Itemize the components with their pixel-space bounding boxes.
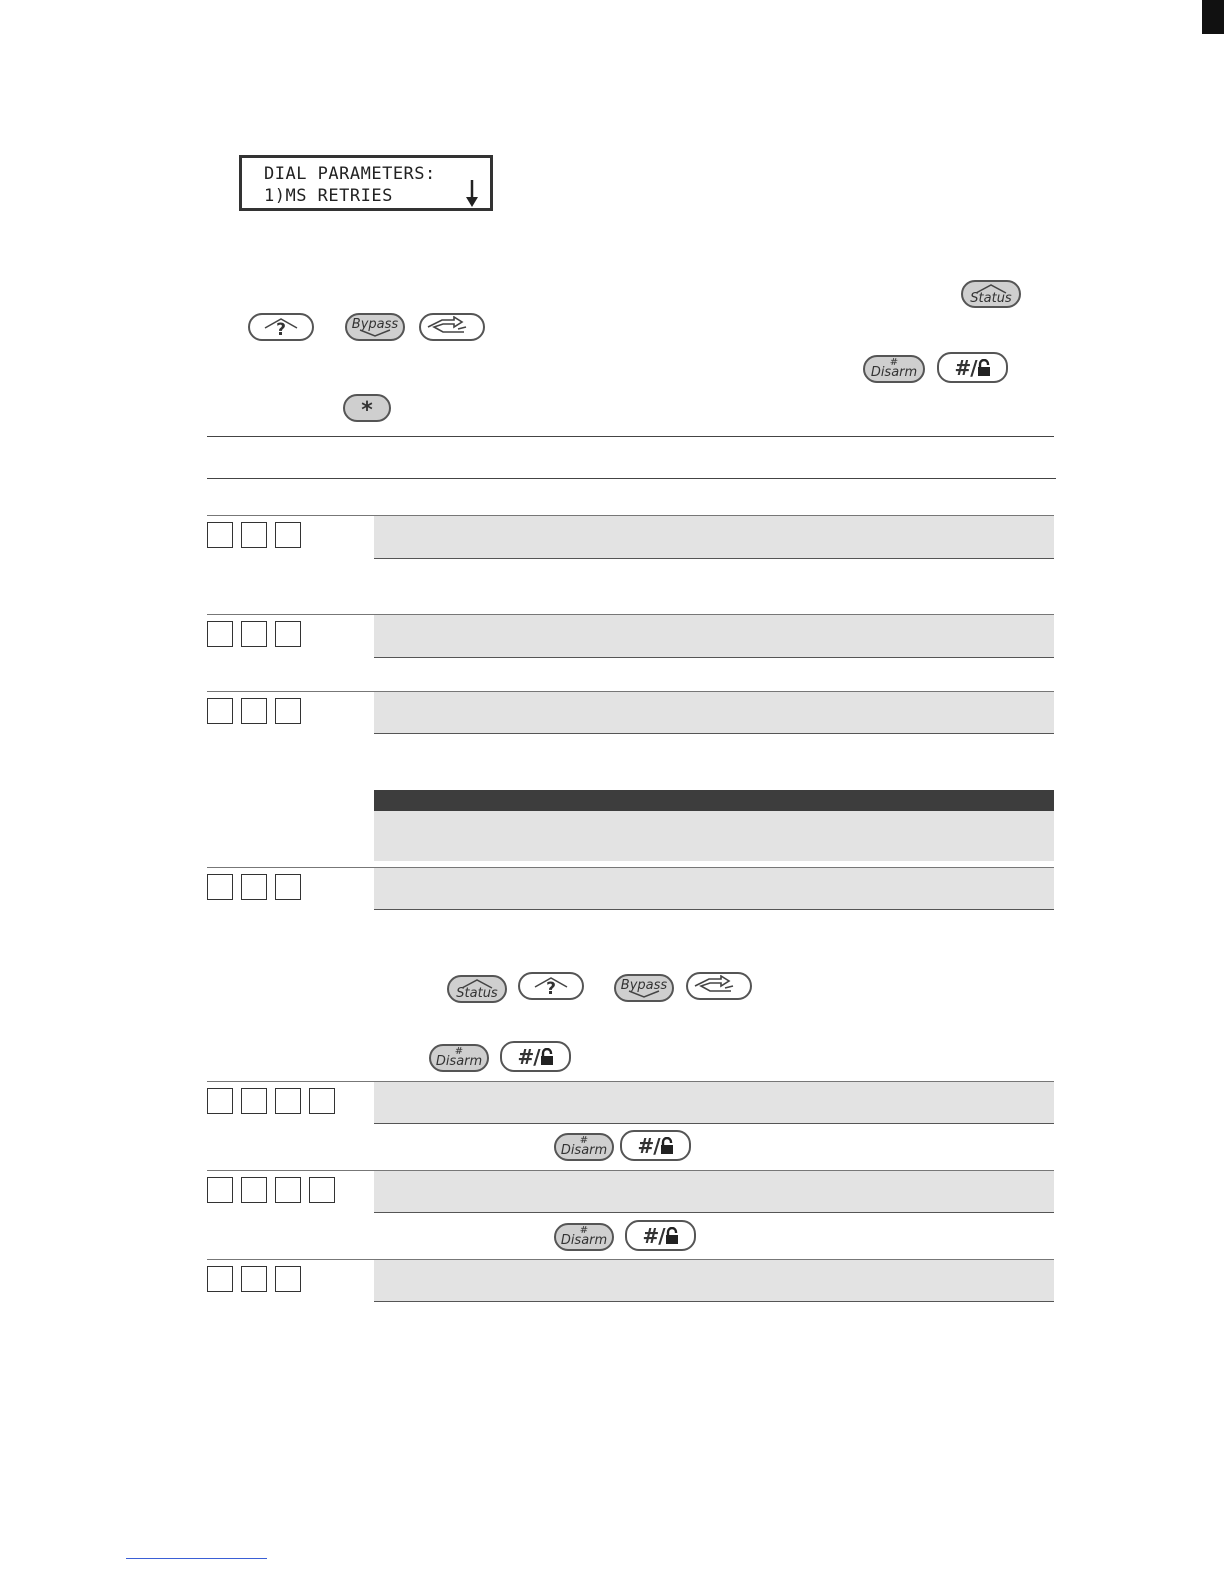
lcd-display [239, 155, 493, 211]
shaded-band [374, 516, 1054, 559]
star-key[interactable] [343, 394, 391, 422]
roof-icon [261, 316, 301, 340]
forward-key[interactable] [419, 313, 485, 341]
status-key[interactable] [961, 280, 1021, 308]
help-key[interactable] [518, 972, 584, 1000]
lcd-line-1: DIAL PARAMETERS: [264, 164, 436, 184]
input-boxes[interactable] [207, 1177, 335, 1203]
hash-lock-label: #/ [954, 355, 977, 380]
input-boxes[interactable] [207, 698, 301, 724]
status-key-label: Status [456, 985, 498, 1001]
section-divider [207, 436, 1054, 437]
shaded-band [374, 1171, 1054, 1213]
input-boxes[interactable] [207, 522, 301, 548]
input-boxes[interactable] [207, 1088, 335, 1114]
lock-icon [540, 1048, 554, 1066]
disarm-hash: # [579, 1225, 589, 1236]
forward-arrow-icon [424, 316, 480, 338]
lock-icon [660, 1137, 674, 1155]
input-boxes[interactable] [207, 621, 301, 647]
shaded-band [374, 615, 1054, 658]
lock-icon [977, 359, 991, 377]
disarm-key[interactable] [429, 1044, 489, 1072]
shaded-band [374, 1082, 1054, 1124]
bypass-key[interactable] [614, 974, 674, 1002]
bypass-key-label: Bypass [620, 977, 668, 993]
arrow-down-icon [464, 178, 480, 208]
lock-icon [665, 1227, 679, 1245]
bypass-key-label: Bypass [351, 316, 399, 332]
forward-key[interactable] [686, 972, 752, 1000]
star-key-label: * [361, 397, 373, 423]
disarm-hash: # [454, 1046, 464, 1057]
roof-icon [460, 979, 494, 989]
disarm-key-label: Disarm [560, 1233, 608, 1248]
forward-arrow-icon [691, 975, 747, 997]
help-key-label: ? [546, 979, 556, 999]
shaded-band [374, 868, 1054, 910]
disarm-hash: # [579, 1135, 589, 1146]
section-divider [207, 478, 1056, 479]
lcd-line-2: 1)MS RETRIES [264, 186, 393, 206]
hash-lock-key[interactable] [625, 1220, 696, 1251]
shaded-band [374, 692, 1054, 734]
disarm-key-label: Disarm [560, 1143, 608, 1158]
roof-icon [974, 284, 1008, 294]
hash-lock-label: #/ [642, 1223, 665, 1248]
help-key[interactable] [248, 313, 314, 341]
shaded-band [374, 1260, 1054, 1302]
hash-lock-key[interactable] [500, 1041, 571, 1072]
chevron-down-icon [627, 990, 661, 998]
page-edge-marker [1202, 0, 1224, 34]
footnote-link-underline[interactable] [126, 1558, 267, 1559]
help-key-label: ? [276, 320, 286, 340]
hash-lock-key[interactable] [620, 1130, 691, 1161]
hash-lock-label: #/ [517, 1044, 540, 1069]
input-boxes[interactable] [207, 1266, 301, 1292]
disarm-key[interactable] [554, 1133, 614, 1161]
status-key[interactable] [447, 975, 507, 1003]
disarm-key[interactable] [554, 1223, 614, 1251]
note-body [374, 811, 1054, 861]
input-boxes[interactable] [207, 874, 301, 900]
disarm-hash: # [889, 357, 899, 368]
status-key-label: Status [970, 290, 1012, 306]
disarm-key[interactable] [863, 355, 925, 383]
note-header-bar [374, 790, 1054, 811]
roof-icon [531, 975, 571, 999]
hash-lock-label: #/ [637, 1133, 660, 1158]
bypass-key[interactable] [345, 313, 405, 341]
hash-lock-key[interactable] [937, 352, 1008, 383]
chevron-down-icon [358, 329, 392, 337]
disarm-key-label: Disarm [435, 1054, 483, 1069]
disarm-key-label: Disarm [870, 365, 918, 380]
